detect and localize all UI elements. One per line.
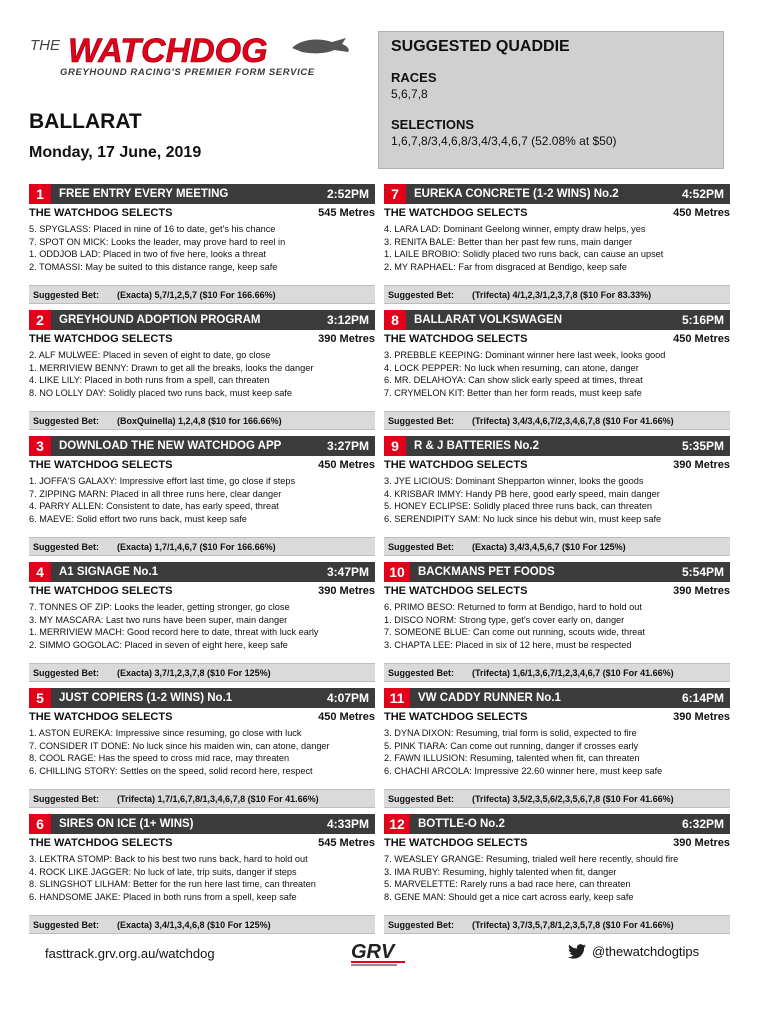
selection-item: 1. MERRIVIEW MACH: Good record here to date, threat with luck early <box>29 627 319 638</box>
suggested-bet-label: Suggested Bet: <box>33 667 100 678</box>
race-number-badge: 12 <box>384 814 410 834</box>
race-name: JUST COPIERS (1-2 WINS) No.1 <box>59 692 233 704</box>
suggested-bet-value: (Exacta) 3,7/1,2,3,7,8 ($10 For 125%) <box>117 667 271 678</box>
race-distance: 545 Metres <box>318 207 375 219</box>
selection-item: 6. CHACHI ARCOLA: Impressive 22.60 winner here, must keep safe <box>384 765 663 776</box>
quaddie-races-label: RACES <box>391 70 437 85</box>
suggested-bet-bar <box>29 285 375 304</box>
race-name: BOTTLE-O No.2 <box>418 818 505 830</box>
selection-item: 7. ZIPPING MARN: Placed in all three runs here, clear danger <box>29 488 282 499</box>
race-subheader <box>384 711 730 723</box>
suggested-bet-label: Suggested Bet: <box>388 919 455 930</box>
selection-item: 8. COOL RAGE: Has the speed to cross mid race, may threaten <box>29 753 290 764</box>
greyhound-icon <box>292 38 349 53</box>
selection-item: 6. MAEVE: Solid effort two runs back, must keep safe <box>29 513 247 524</box>
race-distance: 450 Metres <box>673 333 730 345</box>
race-time: 5:35PM <box>681 439 724 453</box>
race-block <box>29 562 375 682</box>
watchdog-wordmark <box>30 32 360 66</box>
selection-item: 3. CHAPTA LEE: Placed in six of 12 here, must be respected <box>384 639 632 650</box>
selections-list <box>29 475 375 525</box>
race-distance: 390 Metres <box>673 711 730 723</box>
race-number-badge: 4 <box>29 562 51 582</box>
race-name: SIRES ON ICE (1+ WINS) <box>59 818 194 830</box>
watchdog-logo <box>30 32 360 82</box>
race-name: A1 SIGNAGE No.1 <box>59 566 159 578</box>
race-distance: 545 Metres <box>318 837 375 849</box>
suggested-bet-label: Suggested Bet: <box>33 289 100 300</box>
suggested-bet-bar <box>384 285 730 304</box>
race-block <box>384 688 730 808</box>
suggested-bet-bar <box>384 915 730 934</box>
race-subheader <box>29 585 375 597</box>
selects-label: THE WATCHDOG SELECTS <box>384 459 528 471</box>
suggested-bet-value: (BoxQuinella) 1,2,4,8 ($10 for 166.66%) <box>117 415 282 426</box>
quaddie-title: SUGGESTED QUADDIE <box>391 38 570 55</box>
race-name: EUREKA CONCRETE (1-2 WINS) No.2 <box>414 188 619 200</box>
selection-item: 7. SPOT ON MICK: Looks the leader, may prove hard to reel in <box>29 236 286 247</box>
selects-label: THE WATCHDOG SELECTS <box>29 207 173 219</box>
race-name: R & J BATTERIES No.2 <box>414 440 540 452</box>
race-time: 5:54PM <box>681 565 724 579</box>
selections-list <box>384 853 730 903</box>
race-distance: 450 Metres <box>318 711 375 723</box>
suggested-bet-label: Suggested Bet: <box>33 541 100 552</box>
selection-item: 4. LOCK PEPPER: No luck when resuming, can atone, danger <box>384 362 639 373</box>
suggested-bet-bar <box>384 411 730 430</box>
race-subheader <box>384 333 730 345</box>
selection-item: 7. SOMEONE BLUE: Can come out running, scouts wide, threat <box>384 627 645 638</box>
suggested-bet-label: Suggested Bet: <box>388 415 455 426</box>
selection-item: 3. IMA RUBY: Resuming, highly talented when fit, danger <box>384 866 617 877</box>
selection-item: 3. RENITA BALE: Better than her past few runs, main danger <box>384 236 633 247</box>
suggested-bet-bar <box>29 789 375 808</box>
race-header <box>29 184 375 204</box>
race-subheader <box>29 333 375 345</box>
selects-label: THE WATCHDOG SELECTS <box>384 333 528 345</box>
selection-item: 4. ROCK LIKE JAGGER: No luck of late, trip suits, danger if steps <box>29 866 297 877</box>
suggested-quaddie-panel <box>378 31 724 169</box>
selections-list <box>384 475 730 525</box>
race-header <box>29 562 375 582</box>
race-distance: 390 Metres <box>318 333 375 345</box>
race-number-badge: 5 <box>29 688 51 708</box>
selection-item: 4. LARA LAD: Dominant Geelong winner, empty draw helps, yes <box>384 224 646 234</box>
selects-label: THE WATCHDOG SELECTS <box>384 207 528 219</box>
race-distance: 450 Metres <box>673 207 730 219</box>
race-distance: 390 Metres <box>673 585 730 597</box>
selection-item: 2. FAWN ILLUSION: Resuming, talented when fit, can threaten <box>384 753 640 764</box>
selections-list <box>29 601 375 651</box>
suggested-bet-bar <box>384 537 730 556</box>
selections-list <box>384 727 730 777</box>
suggested-bet-value: (Exacta) 1,7/1,4,6,7 ($10 For 166.66%) <box>117 541 276 552</box>
race-subheader <box>384 585 730 597</box>
race-number-badge: 1 <box>29 184 51 204</box>
quaddie-races-value: 5,6,7,8 <box>391 87 428 101</box>
suggested-bet-bar <box>29 915 375 934</box>
race-subheader <box>384 459 730 471</box>
selects-label: THE WATCHDOG SELECTS <box>29 837 173 849</box>
selections-list <box>384 601 730 651</box>
logo-name: WATCHDOG <box>68 32 268 66</box>
selection-item: 5. HONEY ECLIPSE: Solidly placed three runs back, can threaten <box>384 501 652 512</box>
quaddie-selections-value: 1,6,7,8/3,4,6,8/3,4/3,4,6,7 (52.08% at $50) <box>391 134 617 148</box>
race-block <box>384 562 730 682</box>
grv-logo-text: GRV <box>351 941 395 963</box>
selection-item: 7. CRYMELON KIT: Better than her form reads, must keep safe <box>384 387 642 398</box>
suggested-bet-value: (Exacta) 5,7/1,2,5,7 ($10 For 166.66%) <box>117 289 276 300</box>
selection-item: 3. PREBBLE KEEPING: Dominant winner here last week, looks good <box>384 350 666 360</box>
selection-item: 2. MY RAPHAEL: Far from disgraced at Bendigo, keep safe <box>384 261 627 272</box>
race-number-badge: 6 <box>29 814 51 834</box>
race-header <box>29 814 375 834</box>
suggested-bet-bar <box>384 789 730 808</box>
selects-label: THE WATCHDOG SELECTS <box>29 585 173 597</box>
race-number-badge: 3 <box>29 436 51 456</box>
suggested-bet-bar <box>29 411 375 430</box>
race-subheader <box>29 711 375 723</box>
selection-item: 3. MY MASCARA: Last two runs have been super, main danger <box>29 614 288 625</box>
selection-item: 6. SERENDIPITY SAM: No luck since his debut win, must keep safe <box>384 513 662 524</box>
quaddie-selections-label: SELECTIONS <box>391 117 475 132</box>
selections-list <box>29 853 375 903</box>
suggested-bet-label: Suggested Bet: <box>388 289 455 300</box>
selection-item: 7. WEASLEY GRANGE: Resuming, trialed well here recently, should fire <box>384 854 679 864</box>
race-header <box>29 310 375 330</box>
suggested-bet-value: (Trifecta) 1,7/1,6,7,8/1,3,4,6,7,8 ($10 For 41.66%) <box>117 793 319 804</box>
race-number-badge: 11 <box>384 688 410 708</box>
race-time: 3:27PM <box>326 439 369 453</box>
logo-prefix: THE <box>30 37 60 54</box>
race-name: GREYHOUND ADOPTION PROGRAM <box>59 314 261 326</box>
selection-item: 6. HANDSOME JAKE: Placed in both runs from a spell, keep safe <box>29 891 297 902</box>
race-block <box>29 184 375 304</box>
race-name: BALLARAT VOLKSWAGEN <box>414 314 563 326</box>
suggested-bet-label: Suggested Bet: <box>388 667 455 678</box>
grv-logo <box>347 938 419 968</box>
suggested-bet-bar <box>384 663 730 682</box>
race-subheader <box>29 837 375 849</box>
suggested-bet-value: (Trifecta) 3,5/2,3,5,6/2,3,5,6,7,8 ($10 For 41.66%) <box>472 793 674 804</box>
selections-list <box>29 727 375 777</box>
selection-item: 3. JYE LICIOUS: Dominant Shepparton winner, looks the goods <box>384 476 644 486</box>
race-number-badge: 2 <box>29 310 51 330</box>
race-distance: 390 Metres <box>318 585 375 597</box>
race-time: 4:07PM <box>326 691 369 705</box>
race-header <box>29 688 375 708</box>
race-time: 3:12PM <box>326 313 369 327</box>
race-name: BACKMANS PET FOODS <box>418 566 555 578</box>
selects-label: THE WATCHDOG SELECTS <box>384 837 528 849</box>
race-header <box>384 814 730 834</box>
selection-item: 4. KRISBAR IMMY: Handy PB here, good early speed, main danger <box>384 488 660 499</box>
twitter-bird-icon <box>568 944 586 959</box>
race-distance: 390 Metres <box>673 459 730 471</box>
selection-item: 1. ODDJOB LAD: Placed in two of five here, looks a threat <box>29 249 266 260</box>
race-number-badge: 8 <box>384 310 406 330</box>
race-time: 6:32PM <box>681 817 724 831</box>
selections-list <box>29 349 375 399</box>
race-header <box>384 310 730 330</box>
race-block <box>29 436 375 556</box>
selection-item: 6. CHILLING STORY: Settles on the speed, solid record here, respect <box>29 765 313 776</box>
selections-list <box>384 349 730 399</box>
suggested-bet-value: (Exacta) 3,4/1,3,4,6,8 ($10 For 125%) <box>117 919 271 930</box>
race-time: 2:52PM <box>326 187 369 201</box>
suggested-bet-label: Suggested Bet: <box>388 793 455 804</box>
selection-item: 3. LEKTRA STOMP: Back to his best two runs back, hard to hold out <box>29 854 308 864</box>
suggested-bet-label: Suggested Bet: <box>33 919 100 930</box>
race-time: 4:33PM <box>326 817 369 831</box>
selection-item: 7. TONNES OF ZIP: Looks the leader, getting stronger, go close <box>29 602 290 612</box>
selection-item: 1. JOFFA'S GALAXY: Impressive effort last time, go close if steps <box>29 476 296 486</box>
selects-label: THE WATCHDOG SELECTS <box>29 333 173 345</box>
selection-item: 2. TOMASSI: May be suited to this distance range, keep safe <box>29 261 278 272</box>
race-header <box>29 436 375 456</box>
suggested-bet-value: (Exacta) 3,4/3,4,5,6,7 ($10 For 125%) <box>472 541 626 552</box>
suggested-bet-label: Suggested Bet: <box>33 793 100 804</box>
race-distance: 450 Metres <box>318 459 375 471</box>
race-number-badge: 9 <box>384 436 406 456</box>
suggested-bet-value: (Trifecta) 3,4/3,4,6,7/2,3,4,6,7,8 ($10 For 41.66%) <box>472 415 674 426</box>
selection-item: 7. CONSIDER IT DONE: No luck since his maiden win, can atone, danger <box>29 740 330 751</box>
race-block <box>29 814 375 934</box>
selection-item: 5. MARVELETTE: Rarely runs a bad race here, can threaten <box>384 879 631 890</box>
selection-item: 1. ASTON EUREKA: Impressive since resuming, go close with luck <box>29 728 302 738</box>
suggested-bet-bar <box>29 663 375 682</box>
race-subheader <box>384 207 730 219</box>
selection-item: 1. LAILE BROBIO: Solidly placed two runs back, can cause an upset <box>384 249 664 260</box>
selection-item: 2. ALF MULWEE: Placed in seven of eight to date, go close <box>29 350 271 360</box>
selects-label: THE WATCHDOG SELECTS <box>29 711 173 723</box>
suggested-bet-value: (Trifecta) 4/1,2,3/1,2,3,7,8 ($10 For 83.33%) <box>472 289 652 300</box>
suggested-bet-label: Suggested Bet: <box>33 415 100 426</box>
selection-item: 6. PRIMO BESO: Returned to form at Bendigo, hard to hold out <box>384 602 642 612</box>
selection-item: 6. MR. DELAHOYA: Can show slick early speed at times, threat <box>384 375 643 386</box>
website-link[interactable]: fasttrack.grv.org.au/watchdog <box>45 946 215 961</box>
race-time: 5:16PM <box>681 313 724 327</box>
race-header <box>384 562 730 582</box>
race-time: 6:14PM <box>681 691 724 705</box>
race-subheader <box>384 837 730 849</box>
suggested-bet-value: (Trifecta) 1,6/1,3,6,7/1,2,3,4,6,7 ($10 For 41.66%) <box>472 667 674 678</box>
meeting-date: Monday, 17 June, 2019 <box>29 144 202 161</box>
selects-label: THE WATCHDOG SELECTS <box>384 711 528 723</box>
selection-item: 2. SIMMO GOGOLAC: Placed in seven of eight here, keep safe <box>29 639 288 650</box>
race-block <box>384 310 730 430</box>
selects-label: THE WATCHDOG SELECTS <box>29 459 173 471</box>
selection-item: 8. SLINGSHOT LILHAM: Better for the run here last time, can threaten <box>29 879 316 890</box>
selection-item: 1. DISCO NORM: Strong type, get's cover early on, danger <box>384 614 625 625</box>
race-name: DOWNLOAD THE NEW WATCHDOG APP <box>59 440 282 452</box>
race-header <box>384 688 730 708</box>
selections-list <box>384 223 730 273</box>
twitter-handle[interactable] <box>568 944 699 959</box>
race-subheader <box>29 459 375 471</box>
race-subheader <box>29 207 375 219</box>
selections-list <box>29 223 375 273</box>
race-name: VW CADDY RUNNER No.1 <box>418 692 561 704</box>
race-block <box>29 310 375 430</box>
race-name: FREE ENTRY EVERY MEETING <box>59 188 229 200</box>
selection-item: 1. MERRIVIEW BENNY: Drawn to get all the breaks, looks the danger <box>29 362 314 373</box>
race-number-badge: 7 <box>384 184 406 204</box>
selection-item: 4. PARRY ALLEN: Consistent to date, has early speed, threat <box>29 501 279 512</box>
race-time: 3:47PM <box>326 565 369 579</box>
race-number-badge: 10 <box>384 562 410 582</box>
twitter-handle-text: @thewatchdogtips <box>592 944 700 959</box>
race-block <box>29 688 375 808</box>
selection-item: 5. SPYGLASS: Placed in nine of 16 to date, get's his chance <box>29 224 276 234</box>
selection-item: 8. NO LOLLY DAY: Solidly placed two runs back, must keep safe <box>29 387 292 398</box>
race-time: 4:52PM <box>681 187 724 201</box>
race-block <box>384 184 730 304</box>
track-name: BALLARAT <box>29 110 142 133</box>
race-distance: 390 Metres <box>673 837 730 849</box>
selection-item: 5. PINK TIARA: Can come out running, danger if crosses early <box>384 740 639 751</box>
race-block <box>384 436 730 556</box>
race-header <box>384 184 730 204</box>
suggested-bet-label: Suggested Bet: <box>388 541 455 552</box>
selection-item: 3. DYNA DIXON: Resuming, trial form is solid, expected to fire <box>384 728 637 738</box>
suggested-bet-value: (Trifecta) 3,7/3,5,7,8/1,2,3,5,7,8 ($10 For 41.66%) <box>472 919 674 930</box>
logo-tagline: GREYHOUND RACING'S PREMIER FORM SERVICE <box>60 67 315 78</box>
race-header <box>384 436 730 456</box>
selects-label: THE WATCHDOG SELECTS <box>384 585 528 597</box>
suggested-bet-bar <box>29 537 375 556</box>
selection-item: 4. LIKE LILY: Placed in both runs from a spell, can threaten <box>29 375 270 386</box>
selection-item: 8. GENE MAN: Should get a nice cart across early, keep safe <box>384 891 634 902</box>
race-block <box>384 814 730 934</box>
